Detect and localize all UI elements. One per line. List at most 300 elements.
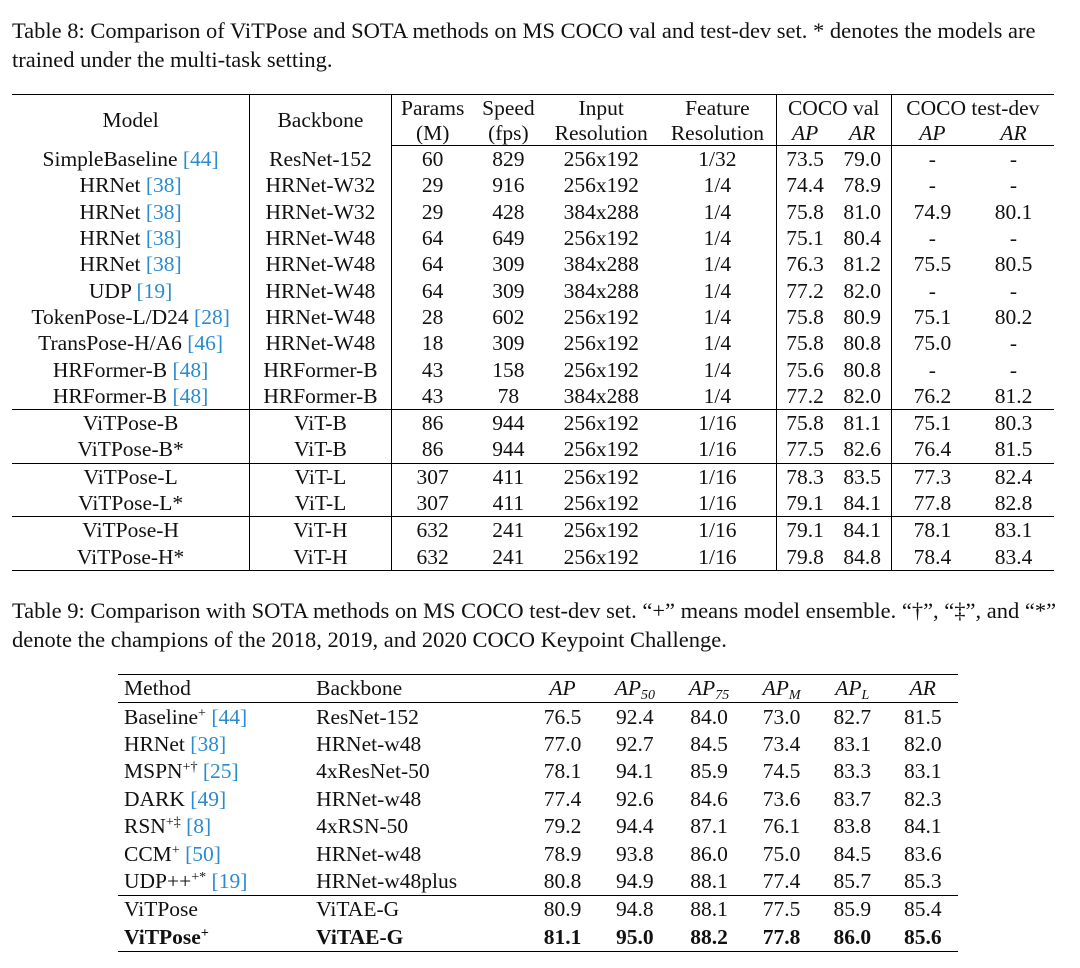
val-ap-cell: 79.1 [786, 491, 824, 515]
feature-resolution-cell: 1/16 [659, 543, 776, 570]
feature-resolution-cell: 1/4 [659, 383, 776, 410]
table-row [12, 172, 1054, 198]
val-ar-cell: 82.0 [834, 383, 892, 410]
model-cell [12, 277, 250, 303]
metric-name: AP [835, 676, 862, 701]
val-ar-cell: 80.8 [834, 330, 892, 356]
val-ar-cell: 80.8 [834, 356, 892, 382]
t8-header-model: Model [12, 95, 250, 146]
metric-cell: 84.5 [690, 731, 728, 756]
metric-cell: 77.8 [762, 924, 801, 949]
speed-cell: 916 [492, 173, 525, 198]
val-ap-cell: 77.2 [786, 383, 824, 408]
speed-cell: 602 [492, 304, 525, 329]
params-cell: 64 [421, 278, 444, 303]
t9-header-metric [672, 675, 746, 703]
feature-resolution-cell: 1/4 [659, 277, 776, 303]
backbone-cell: ViT-B [250, 409, 391, 436]
test-ar-cell: 81.5 [994, 437, 1033, 462]
model-cell [12, 409, 250, 436]
backbone-cell: HRNet-W48 [250, 225, 391, 251]
test-ar-cell: 80.3 [973, 409, 1054, 436]
metric-cell: 75.0 [762, 841, 801, 866]
metric-cell: 85.9 [690, 759, 728, 784]
table-row [12, 251, 1054, 277]
val-ap-cell: 79.1 [776, 517, 834, 544]
metric-subscript: M [788, 688, 801, 704]
t9-header-method: Method [118, 675, 310, 703]
method-name: RSN [124, 814, 166, 839]
model-cell [12, 172, 250, 198]
table9-caption: Table 9: Comparison with SOTA methods on MS COCO test-dev set. “+” means model ensemble. “†”, “‡”, and “*” denote the champions of the 2018, 2019, and 2020 COCO Keypoint Challenge. [12, 598, 1057, 652]
t8-header-feature: Feature [659, 95, 776, 121]
model-name: ViTPose-L* [78, 491, 184, 515]
citation-link: [38] [145, 252, 182, 277]
metric-cell: 86.0 [833, 924, 872, 949]
table-row [12, 356, 1054, 382]
model-cell [12, 463, 250, 490]
params-cell: 43 [421, 357, 444, 382]
backbone-cell: HRNet-W48 [250, 251, 391, 277]
metric-cell: 80.9 [527, 896, 597, 924]
test-ap-cell: 75.0 [913, 331, 952, 356]
backbone-cell: HRNet-w48 [316, 786, 422, 811]
metric-cell: 84.0 [690, 704, 728, 729]
metric-subscript: 50 [640, 688, 655, 704]
table-row [12, 304, 1054, 330]
metric-cell: 85.6 [903, 924, 942, 949]
metric-cell: 73.4 [762, 731, 801, 756]
backbone-cell: ViT-H [250, 517, 391, 544]
model-cell [12, 383, 250, 410]
feature-resolution-cell: 1/4 [659, 330, 776, 356]
val-ap-cell: 79.8 [786, 544, 824, 569]
val-ap-cell: 75.8 [776, 409, 834, 436]
method-cell [118, 813, 310, 840]
metric-cell: 79.2 [543, 814, 582, 839]
metric-cell: 85.3 [903, 868, 942, 893]
test-ap-cell: 78.4 [913, 544, 952, 569]
table-row [12, 409, 1054, 436]
metric-cell: 85.9 [817, 896, 887, 924]
method-name: UDP++ [124, 868, 192, 893]
table-row [12, 490, 1054, 517]
speed-cell: 309 [492, 252, 525, 277]
metric-cell: 74.5 [762, 759, 801, 784]
test-ar-cell: 80.5 [994, 252, 1033, 277]
backbone-cell: HRNet-W48 [250, 304, 391, 330]
val-ap-cell: 74.4 [786, 173, 824, 198]
t8-header-coco-val: COCO val [776, 95, 891, 121]
metric-cell: 81.5 [903, 704, 942, 729]
input-resolution-cell: 256x192 [563, 544, 639, 569]
metric-cell: 82.3 [903, 786, 942, 811]
citation-link: [44] [211, 704, 248, 729]
method-superscript: + [171, 842, 180, 858]
metric-cell: 92.4 [616, 704, 654, 729]
metric-name: AP [614, 676, 641, 701]
model-name: HRNet [79, 226, 141, 251]
test-ar-cell: 82.4 [973, 463, 1054, 490]
speed-cell: 309 [492, 331, 525, 356]
test-ar-cell: 82.8 [994, 491, 1033, 515]
metric-cell: 86.0 [690, 841, 728, 866]
test-ar-cell: - [1009, 147, 1018, 172]
input-resolution-cell: 256x192 [563, 147, 639, 172]
speed-cell: 428 [492, 199, 525, 224]
model-cell [12, 330, 250, 356]
feature-resolution-cell: 1/4 [659, 356, 776, 382]
feature-resolution-cell: 1/4 [659, 199, 776, 225]
test-ap-cell: 75.5 [913, 252, 952, 277]
model-cell [12, 146, 250, 173]
citation-link: [19] [136, 278, 173, 303]
model-name: SimpleBaseline [42, 146, 178, 171]
metric-cell: 95.0 [616, 924, 654, 949]
t9-header-metric [817, 675, 887, 703]
input-resolution-cell: 256x192 [563, 304, 639, 329]
metric-cell: 83.1 [903, 759, 942, 784]
t8-header-backbone: Backbone [250, 95, 391, 146]
backbone-cell: HRNet-w48 [316, 731, 422, 756]
test-ap-cell: - [928, 226, 936, 251]
test-ar-cell: - [1009, 173, 1018, 198]
val-ap-cell: 75.8 [786, 304, 824, 329]
test-ap-cell: 75.1 [891, 409, 973, 436]
backbone-cell: ResNet-152 [250, 146, 391, 173]
input-resolution-cell: 256x192 [563, 173, 639, 198]
test-ar-cell: - [1009, 357, 1018, 382]
t8-header-params-unit: (M) [391, 120, 473, 146]
val-ar-cell: 82.6 [834, 436, 892, 463]
method-name: CCM [124, 841, 172, 866]
metric-cell: 92.6 [616, 786, 654, 811]
val-ar-cell: 78.9 [834, 172, 892, 198]
metric-cell: 84.1 [903, 814, 942, 839]
metric-name: AP [549, 676, 576, 701]
citation-link: [46] [187, 331, 224, 356]
backbone-cell: HRNet-W48 [250, 277, 391, 303]
model-cell [12, 304, 250, 330]
backbone-cell: ViT-L [250, 490, 391, 517]
metric-subscript: 75 [715, 688, 730, 704]
t8-header-feature-sub: Resolution [659, 120, 776, 146]
citation-link: [28] [194, 304, 230, 329]
metric-cell: 78.9 [543, 841, 582, 866]
t8-header-val-ap: AP [776, 120, 834, 146]
method-cell [118, 924, 310, 952]
citation-link: [48] [172, 383, 209, 408]
val-ar-cell: 84.1 [834, 490, 892, 517]
backbone-cell: 4xResNet-50 [316, 759, 430, 784]
model-name: ViTPose-B* [77, 437, 184, 462]
speed-cell: 309 [492, 278, 525, 303]
metric-cell: 83.3 [833, 759, 872, 784]
metric-cell: 88.2 [690, 924, 728, 949]
params-cell: 86 [421, 437, 444, 462]
speed-cell: 829 [492, 147, 525, 172]
params-cell: 29 [421, 173, 444, 198]
table-row [12, 330, 1054, 356]
backbone-cell: ResNet-152 [316, 704, 419, 729]
val-ap-cell: 76.3 [786, 252, 824, 277]
feature-resolution-cell: 1/16 [659, 463, 776, 490]
method-name: HRNet [124, 731, 185, 756]
input-resolution-cell: 256x192 [543, 517, 659, 544]
val-ar-cell: 83.5 [834, 463, 892, 490]
model-cell [12, 251, 250, 277]
feature-resolution-cell: 1/32 [659, 146, 776, 173]
table8 [12, 94, 1054, 571]
metric-cell: 94.8 [598, 896, 672, 924]
input-resolution-cell: 256x192 [563, 357, 639, 382]
test-ap-cell: - [928, 173, 936, 198]
method-cell [118, 758, 310, 785]
test-ar-cell: 80.2 [994, 304, 1033, 329]
t9-header-metric [598, 675, 672, 703]
input-resolution-cell: 384x288 [563, 278, 639, 303]
metric-cell: 82.0 [903, 731, 942, 756]
citation-link: [25] [202, 759, 239, 784]
feature-resolution-cell: 1/4 [659, 172, 776, 198]
speed-cell: 411 [492, 491, 525, 515]
table-row [118, 896, 958, 924]
metric-cell: 94.4 [616, 814, 654, 839]
val-ap-cell: 75.6 [786, 357, 824, 382]
feature-resolution-cell: 1/16 [659, 409, 776, 436]
method-cell [118, 896, 310, 924]
model-cell [12, 356, 250, 382]
t8-header-test-ar: AR [973, 120, 1054, 146]
model-cell [12, 517, 250, 544]
t9-header-metric [746, 675, 817, 703]
metric-cell: 83.1 [833, 731, 872, 756]
speed-cell: 649 [492, 226, 525, 251]
table-row [12, 277, 1054, 303]
method-superscript: +* [191, 869, 207, 885]
backbone-cell: ViT-B [250, 436, 391, 463]
method-cell [118, 786, 310, 813]
val-ap-cell: 75.8 [786, 199, 824, 224]
backbone-cell: ViTAE-G [310, 896, 527, 924]
table-row [118, 703, 958, 731]
speed-cell: 241 [492, 544, 525, 569]
params-cell: 307 [391, 463, 473, 490]
params-cell: 29 [421, 199, 444, 224]
test-ap-cell: 75.1 [913, 304, 952, 329]
t8-header-val-ar: AR [834, 120, 892, 146]
backbone-cell: ViT-H [250, 543, 391, 570]
backbone-cell: ViTAE-G [316, 924, 404, 949]
feature-resolution-cell: 1/4 [659, 225, 776, 251]
method-superscript: + [200, 925, 209, 941]
model-name: TokenPose-L/D24 [31, 304, 189, 329]
t9-header-metric [888, 675, 959, 703]
model-name: ViTPose-L [83, 464, 178, 489]
test-ap-cell: 76.4 [913, 437, 952, 462]
test-ar-cell: 83.4 [994, 544, 1033, 569]
feature-resolution-cell: 1/4 [659, 251, 776, 277]
t8-header-input-sub: Resolution [543, 120, 659, 146]
val-ar-cell: 81.0 [834, 199, 892, 225]
test-ar-cell: - [1009, 278, 1018, 303]
val-ap-cell: 75.1 [786, 226, 824, 251]
val-ap-cell: 77.5 [786, 437, 824, 462]
table9 [118, 674, 958, 952]
citation-link: [44] [182, 146, 219, 171]
t8-header-input: Input [578, 95, 624, 120]
backbone-cell: 4xRSN-50 [316, 814, 409, 839]
citation-link: [38] [145, 199, 182, 224]
table-row [118, 924, 958, 952]
val-ap-cell: 77.2 [786, 278, 824, 303]
metric-cell: 77.0 [543, 731, 582, 756]
table-row [118, 868, 958, 896]
backbone-cell: HRNet-w48 [316, 841, 422, 866]
test-ap-cell: 76.2 [913, 383, 952, 408]
val-ap-cell: 75.8 [786, 331, 824, 356]
speed-cell: 411 [474, 463, 544, 490]
metric-cell: 83.8 [833, 814, 872, 839]
t8-header-coco-test: COCO test-dev [906, 95, 1040, 120]
metric-cell: 76.1 [762, 814, 801, 839]
backbone-cell: HRFormer-B [250, 356, 391, 382]
feature-resolution-cell: 1/16 [659, 517, 776, 544]
metric-cell: 88.1 [672, 896, 746, 924]
model-name: HRFormer-B [52, 383, 168, 408]
metric-cell: 76.5 [543, 704, 582, 729]
val-ar-cell: 84.1 [834, 517, 892, 544]
model-cell [12, 199, 250, 225]
speed-cell: 158 [492, 357, 525, 382]
metric-cell: 92.7 [616, 731, 654, 756]
model-name: TransPose-H/A6 [38, 331, 182, 356]
model-cell [12, 490, 250, 517]
method-name: ViTPose [124, 897, 198, 922]
model-name: HRNet [79, 199, 141, 224]
metric-cell: 88.1 [690, 868, 728, 893]
params-cell: 307 [416, 491, 449, 515]
input-resolution-cell: 384x288 [563, 383, 639, 408]
feature-resolution-cell: 1/16 [659, 436, 776, 463]
input-resolution-cell: 384x288 [563, 252, 639, 277]
val-ar-cell: 81.2 [834, 251, 892, 277]
citation-link: [38] [190, 731, 227, 756]
test-ap-cell: 78.1 [891, 517, 973, 544]
method-name: ViTPose [124, 924, 201, 949]
params-cell: 18 [421, 331, 444, 356]
method-superscript: +‡ [165, 815, 181, 831]
citation-link: [48] [172, 357, 209, 382]
params-cell: 60 [421, 147, 444, 172]
val-ap-cell: 78.3 [776, 463, 834, 490]
method-cell [118, 703, 310, 731]
input-resolution-cell: 256x192 [543, 409, 659, 436]
metric-cell: 93.8 [616, 841, 654, 866]
table-row [118, 731, 958, 758]
model-name: HRFormer-B [52, 357, 168, 382]
input-resolution-cell: 256x192 [543, 463, 659, 490]
model-cell [12, 543, 250, 570]
metric-cell: 80.8 [543, 868, 582, 893]
test-ar-cell: 81.2 [994, 383, 1033, 408]
method-cell [118, 840, 310, 867]
metric-cell: 94.9 [616, 868, 654, 893]
backbone-cell: HRNet-w48plus [316, 868, 458, 893]
backbone-cell: ViT-L [250, 463, 391, 490]
test-ap-cell: - [928, 357, 936, 382]
input-resolution-cell: 256x192 [563, 331, 639, 356]
params-cell: 632 [391, 517, 473, 544]
model-cell [12, 436, 250, 463]
model-name: ViTPose-H [82, 518, 179, 543]
params-cell: 86 [391, 409, 473, 436]
speed-cell: 78 [497, 383, 520, 408]
citation-link: [8] [186, 814, 212, 839]
params-cell: 43 [421, 383, 444, 408]
metric-cell: 78.1 [543, 759, 582, 784]
metric-cell: 82.7 [833, 704, 872, 729]
feature-resolution-cell: 1/4 [659, 304, 776, 330]
metric-name: AP [762, 676, 789, 701]
backbone-cell: HRNet-W32 [250, 199, 391, 225]
metric-cell: 85.7 [833, 868, 872, 893]
metric-name: AP [688, 676, 716, 701]
model-name: UDP [88, 278, 132, 303]
citation-link: [49] [190, 786, 227, 811]
input-resolution-cell: 256x192 [563, 491, 639, 515]
test-ar-cell: - [1009, 226, 1018, 251]
backbone-cell: HRNet-W48 [250, 330, 391, 356]
citation-link: [50] [185, 841, 221, 866]
test-ar-cell: 80.1 [994, 199, 1033, 224]
method-cell [118, 731, 310, 758]
backbone-cell: HRNet-W32 [250, 172, 391, 198]
val-ar-cell: 84.8 [834, 543, 892, 570]
table9-body [118, 703, 958, 952]
metric-cell: 84.5 [833, 841, 872, 866]
metric-cell: 84.6 [690, 786, 728, 811]
input-resolution-cell: 256x192 [563, 226, 639, 251]
t8-header-speed-unit: (fps) [474, 120, 544, 146]
test-ap-cell: 74.9 [913, 199, 952, 224]
method-cell [118, 868, 310, 896]
metric-cell: 81.1 [543, 924, 582, 949]
val-ar-cell: 81.1 [834, 409, 892, 436]
model-name: HRNet [79, 173, 141, 198]
metric-cell: 77.4 [762, 868, 801, 893]
citation-link: [38] [145, 173, 182, 198]
model-name: ViTPose-H* [76, 544, 185, 569]
t8-header-test-ap: AP [891, 120, 973, 146]
input-resolution-cell: 384x288 [563, 199, 639, 224]
feature-resolution-cell: 1/16 [659, 490, 776, 517]
metric-cell: 94.1 [616, 759, 654, 784]
table-row [12, 517, 1054, 544]
test-ap-cell: 77.8 [913, 491, 952, 515]
model-name: ViTPose-B [82, 411, 179, 436]
t8-header-speed: Speed [482, 95, 535, 120]
metric-cell: 83.7 [833, 786, 872, 811]
test-ar-cell: - [1009, 331, 1018, 356]
citation-link: [19] [211, 868, 248, 893]
val-ar-cell: 82.0 [834, 277, 892, 303]
metric-cell: 83.6 [903, 841, 942, 866]
val-ar-cell: 80.9 [834, 304, 892, 330]
table-row [118, 840, 958, 867]
table-row [118, 758, 958, 785]
val-ar-cell: 80.4 [834, 225, 892, 251]
